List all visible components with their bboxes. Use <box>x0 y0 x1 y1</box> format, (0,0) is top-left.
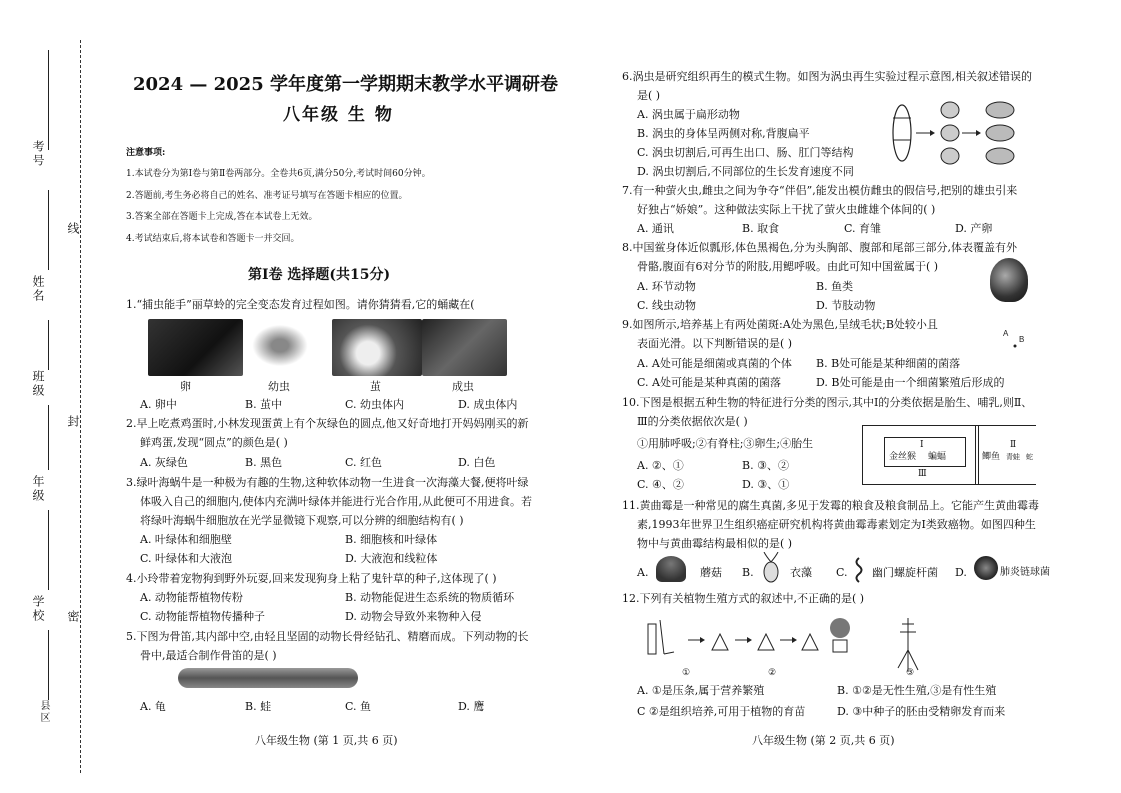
q11-option-b-letter: B. <box>742 566 754 579</box>
footer-left: 八年级生物 (第 1 页,共 6 页) <box>255 734 398 747</box>
q3-option-b: B. 细胞核和叶绿体 <box>345 533 438 546</box>
q11-option-d-text: 肺炎链球菌 <box>1000 567 1050 578</box>
xianqu-line <box>48 630 49 700</box>
q2-option-c: C. 红色 <box>345 456 383 469</box>
label-xingming: 姓名 <box>31 275 45 303</box>
q9-stem-line: 表面光滑。以下判断错误的是( ) <box>637 337 793 350</box>
q6-stem-line: 6.涡虫是研究组织再生的模式生物。如图为涡虫再生实验过程示意图,相关叙述错误的 <box>622 70 1032 83</box>
helicobacter-icon <box>852 556 866 584</box>
box-label-III: Ⅲ <box>918 469 927 479</box>
q12-mark-3: ③ <box>906 668 915 678</box>
horseshoe-crab-image <box>990 258 1028 302</box>
q5-stem-line: 骨中,最适合制作骨笛的是( ) <box>140 649 277 662</box>
q11-stem-line: 11.黄曲霉是一种常见的腐生真菌,多见于发霉的粮食及粮食制品上。它能产生黄曲霉毒 <box>622 499 1039 512</box>
q2-option-b: B. 黑色 <box>245 456 283 469</box>
q11-option-d-letter: D. <box>955 566 967 579</box>
q8-option-d: D. 节肢动物 <box>816 299 876 312</box>
label-kaohao: 考号 <box>31 140 45 168</box>
larva-photo <box>250 323 310 368</box>
q2-option-d: D. 白色 <box>458 456 496 469</box>
q10-option-a: A. ②、① <box>637 459 684 472</box>
q4-option-d: D. 动物会导致外来物种入侵 <box>345 610 482 623</box>
q12-option-a: A. ①是压条,属于营养繁殖 <box>637 684 765 697</box>
note-item: 4.考试结束后,将本试卷和答题卡一并交回。 <box>126 234 300 244</box>
notes-title: 注意事项: <box>126 148 166 158</box>
cocoon-photo <box>332 319 422 376</box>
q9-option-b: B. B处可能是某种细菌的菌落 <box>816 357 961 370</box>
q1-option-c: C. 幼虫体内 <box>345 398 405 411</box>
q3-stem-line: 将绿叶海蜗牛细胞放在光学显微镜下观察,可以分辨的细胞结构有( ) <box>140 514 464 527</box>
label-banji: 班级 <box>31 370 45 398</box>
label-feng: 封 <box>66 415 80 429</box>
q5-option-d: D. 鹰 <box>458 700 485 713</box>
label-xianqu: 县区 <box>38 700 49 724</box>
fig-label-a: A <box>1003 329 1009 338</box>
binding-dashed-line <box>80 40 81 773</box>
q9-option-a: A. A处可能是细菌或真菌的个体 <box>637 357 792 370</box>
q10-stem-line: Ⅲ的分类依据依次是( ) <box>637 415 748 428</box>
q4-stem: 4.小玲带着宠物狗到野外玩耍,回来发现狗身上粘了鬼针草的种子,这体现了( ) <box>126 572 497 585</box>
kaohao-line <box>48 50 49 150</box>
planarian-diagram <box>888 98 1023 168</box>
note-item: 3.答案全部在答题卡上完成,答在本试卷上无效。 <box>126 212 318 222</box>
box-label-I: Ⅰ <box>920 440 924 450</box>
q11-option-c-letter: C. <box>836 566 848 579</box>
q4-option-a: A. 动物能帮植物传粉 <box>140 591 243 604</box>
q12-option-d: D. ③中种子的胚由受精卵发育而来 <box>837 705 1006 718</box>
q6-option-d: D. 涡虫切割后,不同部位的生长发育速度不同 <box>637 165 854 178</box>
q4-option-c: C. 动物能帮植物传播种子 <box>140 610 266 623</box>
box-species-d: 青蛙 <box>1006 453 1020 461</box>
q12-option-b: B. ①②是无性生殖,③是有性生殖 <box>837 684 997 697</box>
nianji-line <box>48 405 49 470</box>
q7-option-d: D. 产卵 <box>955 222 993 235</box>
note-item: 2.答题前,考生务必将自己的姓名、准考证号填写在答题卡相应的位置。 <box>126 191 408 201</box>
q8-option-b: B. 鱼类 <box>816 280 854 293</box>
footer-right: 八年级生物 (第 2 页,共 6 页) <box>752 734 895 747</box>
q2-option-a: A. 灰绿色 <box>140 456 188 469</box>
q6-option-b: B. 涡虫的身体呈两侧对称,背腹扁平 <box>637 127 810 140</box>
q4-option-b: B. 动物能促进生态系统的物质循环 <box>345 591 515 604</box>
q11-option-a-text: 蘑菇 <box>700 566 722 579</box>
q6-option-a: A. 涡虫属于扁形动物 <box>637 108 740 121</box>
box-species-b: 蝙蝠 <box>928 452 947 462</box>
q3-stem-line: 体吸入自己的细胞内,使体内充满叶绿体并能进行光合作用,从此便可不用进食。若 <box>140 495 532 508</box>
note-item: 1.本试卷分为第Ⅰ卷与第Ⅱ卷两部分。全卷共6页,满分50分,考试时间60分钟。 <box>126 169 431 179</box>
label-nianji: 年级 <box>31 475 45 503</box>
section-heading: 第Ⅰ卷 选择题(共15分) <box>248 267 391 283</box>
egg-photo <box>148 319 243 376</box>
q12-option-c: C ②是组织培养,可用于植物的育苗 <box>637 705 806 718</box>
q1-stem: 1.“捕虫能手”丽草蛉的完全变态发育过程如图。请你猜猜看,它的蛹藏在( <box>126 298 475 311</box>
q12-mark-1: ① <box>682 668 691 678</box>
q10-criteria: ①用肺呼吸;②有脊柱;③卵生;④胎生 <box>637 437 814 450</box>
q1-label-adult: 成虫 <box>452 380 474 393</box>
q11-option-a-letter: A. <box>637 566 649 579</box>
streptococcus-image <box>974 556 998 580</box>
q11-option-c-text: 幽门螺旋杆菌 <box>872 566 938 579</box>
q3-option-a: A. 叶绿体和细胞壁 <box>140 533 232 546</box>
q7-option-c: C. 育雏 <box>844 222 882 235</box>
label-xian: 线 <box>66 222 80 236</box>
q1-label-larva: 幼虫 <box>268 380 290 393</box>
box-species-c: 鲫鱼 <box>982 452 1001 462</box>
q1-option-b: B. 茧中 <box>245 398 283 411</box>
box-species-a: 金丝猴 <box>889 452 917 462</box>
q12-stem: 12.下列有关植物生殖方式的叙述中,不正确的是( ) <box>622 592 865 605</box>
q3-stem-line: 3.绿叶海蜗牛是一种极为有趣的生物,这种软体动物一生进食一次海藻大餐,便将叶绿 <box>126 476 529 489</box>
q2-stem-line: 鲜鸡蛋,发现“圆点”的颜色是( ) <box>140 436 288 449</box>
q7-option-a: A. 通讯 <box>637 222 674 235</box>
q10-option-d: D. ③、① <box>742 478 790 491</box>
q5-option-c: C. 鱼 <box>345 700 372 713</box>
q1-label-egg: 卵 <box>180 380 191 393</box>
q8-option-c: C. 线虫动物 <box>637 299 697 312</box>
q11-option-b-text: 衣藻 <box>790 566 812 579</box>
label-xuexiao: 学校 <box>31 595 45 623</box>
label-mi: 密 <box>66 610 80 624</box>
mushroom-image <box>656 556 686 582</box>
q2-stem-line: 2.早上吃煮鸡蛋时,小林发现蛋黄上有个灰绿色的圆点,他又好奇地打开妈妈刚买的新 <box>126 417 529 430</box>
q5-option-a: A. 龟 <box>140 700 166 713</box>
fig-label-b: B <box>1019 335 1025 344</box>
q8-option-a: A. 环节动物 <box>637 280 696 293</box>
q1-option-a: A. 卵中 <box>140 398 177 411</box>
q7-stem-line: 好独占“娇娘”。这种做法实际上干扰了萤火虫雌雄个体间的( ) <box>637 203 936 216</box>
box-label-II: Ⅱ <box>1010 440 1017 450</box>
q10-stem-line: 10.下图是根据五种生物的特征进行分类的图示,其中Ⅰ的分类依据是胎生、哺乳,则Ⅱ、 <box>622 396 1033 409</box>
q6-option-c: C. 涡虫切割后,可再生出口、肠、肛门等结构 <box>637 146 854 159</box>
q3-option-c: C. 叶绿体和大液泡 <box>140 552 233 565</box>
q9-option-c: C. A处可能是某种真菌的菌落 <box>637 376 781 389</box>
adult-photo <box>422 319 507 376</box>
q10-option-c: C. ④、② <box>637 478 684 491</box>
q6-stem-line: 是( ) <box>637 89 661 102</box>
bone-flute-image <box>178 668 358 688</box>
q1-label-cocoon: 茧 <box>370 380 381 393</box>
q10-option-b: B. ③、② <box>742 459 789 472</box>
box-species-e: 蛇 <box>1026 453 1033 461</box>
q1-option-d: D. 成虫体内 <box>458 398 518 411</box>
q5-option-b: B. 蛙 <box>245 700 272 713</box>
q9-stem-line: 9.如图所示,培养基上有两处菌斑:A处为黑色,呈绒毛状;B处较小且 <box>622 318 938 331</box>
q5-stem-line: 5.下图为骨笛,其内部中空,由轻且坚固的动物长骨经钻孔、精磨而成。下列动物的长 <box>126 630 529 643</box>
petri-dish-figure <box>995 322 1033 352</box>
q8-stem-line: 8.中国鲎身体近似瓢形,体色黑褐色,分为头胸部、腹部和尾部三部分,体表覆盖有外 <box>622 241 1017 254</box>
q7-option-b: B. 取食 <box>742 222 780 235</box>
page-subtitle: 八年级 生 物 <box>283 105 394 125</box>
q3-option-d: D. 大液泡和线粒体 <box>345 552 438 565</box>
q7-stem-line: 7.有一种萤火虫,雌虫之间为争夺“伴侣”,能发出模仿雌虫的假信号,把别的雄虫引来 <box>622 184 1018 197</box>
xingming-line <box>48 190 49 270</box>
page-title: 2024 — 2025 学年度第一学期期末教学水平调研卷 <box>133 74 558 95</box>
q12-mark-2: ② <box>768 668 777 678</box>
xuexiao-line <box>48 510 49 590</box>
q11-stem-line: 素,1993年世界卫生组织癌症研究机构将黄曲霉毒素划定为Ⅰ类致癌物。如图四种生 <box>637 518 1036 531</box>
q11-stem-line: 物中与黄曲霉结构最相似的是( ) <box>637 537 793 550</box>
q8-stem-line: 骨骼,腹面有6对分节的附肢,用鳃呼吸。由此可知中国鲎属于( ) <box>637 260 939 273</box>
q9-option-d: D. B处可能是由一个细菌繁殖后形成的 <box>816 376 1005 389</box>
banji-line <box>48 320 49 370</box>
chlamydomonas-icon <box>760 552 782 584</box>
